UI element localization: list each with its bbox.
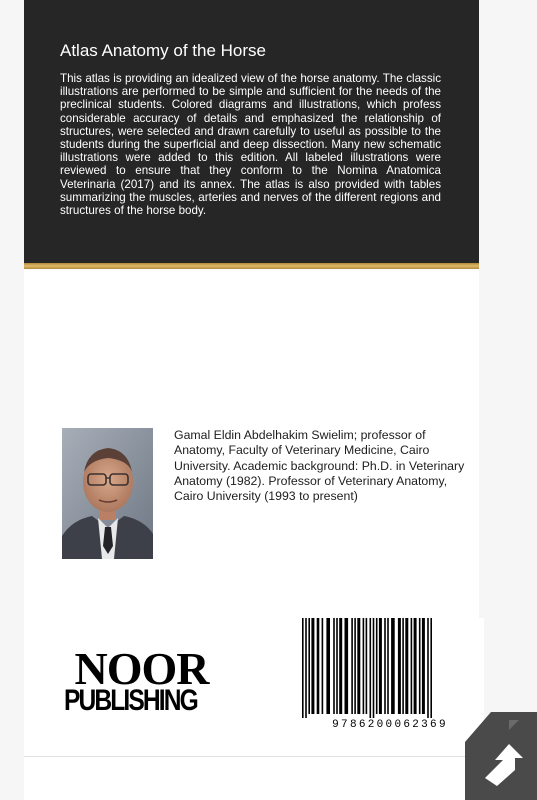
barcode-bar — [398, 618, 401, 714]
barcode-bar — [354, 618, 356, 714]
barcode-bar — [357, 618, 360, 714]
barcode-bar — [326, 618, 330, 714]
back-cover — [24, 0, 479, 800]
barcode-bar — [317, 618, 320, 714]
barcode-bar — [422, 618, 425, 714]
barcode-bar — [427, 618, 429, 718]
barcode-bar — [419, 618, 421, 714]
barcode-bar — [379, 618, 382, 714]
barcode-bar — [405, 618, 408, 714]
author-photo — [62, 428, 153, 559]
barcode-bars — [296, 618, 484, 718]
isbn-number: 9786200062369 — [332, 719, 448, 731]
author-bio: Gamal Eldin Abdelhakim Swielim; professor of Anatomy, Faculty of Veterinary Medicine, Cairo University. Academic background: Ph.D. in Veterinary Anatomy (1982). Professor of Veterinary Anatomy, Cairo University (1993 to present) — [174, 428, 465, 504]
barcode-bar — [339, 618, 342, 714]
barcode-bar — [345, 618, 349, 714]
barcode-bar — [363, 618, 365, 714]
barcode-bar — [351, 618, 353, 714]
book-title: Atlas Anatomy of the Horse — [60, 41, 266, 60]
corner-arrow-icon — [465, 712, 537, 800]
bottom-rule — [24, 756, 479, 757]
barcode-bar — [384, 618, 386, 714]
book-description: This atlas is providing an idealized view of the horse anatomy. The classic illustrations are performed to be simple and sufficient for the needs of the preclinical students. Colored diagrams and illustrations, which profess considerable accuracy of details and emphasized the relationship of structures, were selected and drawn carefully to useful as possible to the students during the superficial and deep dissection. Many new schematic illustrations were added to this edition. All labeled illustrations were reviewed to ensure that they conform to the Nomina Anatomica Veterinaria (2017) and its annex. The atlas is also provided with tables summarizing the muscles, arteries and nerves of the different regions and structures of the horse body. — [60, 72, 441, 218]
barcode-bar — [411, 618, 413, 714]
barcode-bar — [387, 618, 389, 714]
barcode-bar — [302, 618, 304, 718]
barcode-bar — [305, 618, 307, 718]
barcode-bar — [414, 618, 417, 714]
barcode-bar — [370, 618, 372, 718]
author-portrait-icon — [62, 428, 153, 559]
description-panel — [24, 0, 479, 263]
barcode-bar — [308, 618, 310, 714]
barcode-bar — [333, 618, 335, 714]
barcode-bar — [402, 618, 404, 714]
barcode-bar — [366, 618, 368, 714]
publisher-logo-noor: NOOR — [74, 643, 209, 694]
barcode-bar — [430, 618, 432, 718]
barcode-bar — [336, 618, 338, 714]
gold-stripe — [24, 263, 479, 269]
barcode-bar — [391, 618, 395, 714]
left-margin — [0, 0, 24, 800]
barcode-bar — [322, 618, 324, 714]
barcode-bar — [376, 618, 378, 714]
publisher-logo-publishing: PUBLISHING — [64, 684, 197, 717]
barcode-bar — [373, 618, 375, 718]
barcode-bar — [311, 618, 314, 714]
right-margin — [479, 0, 537, 800]
isbn-barcode — [296, 618, 484, 732]
